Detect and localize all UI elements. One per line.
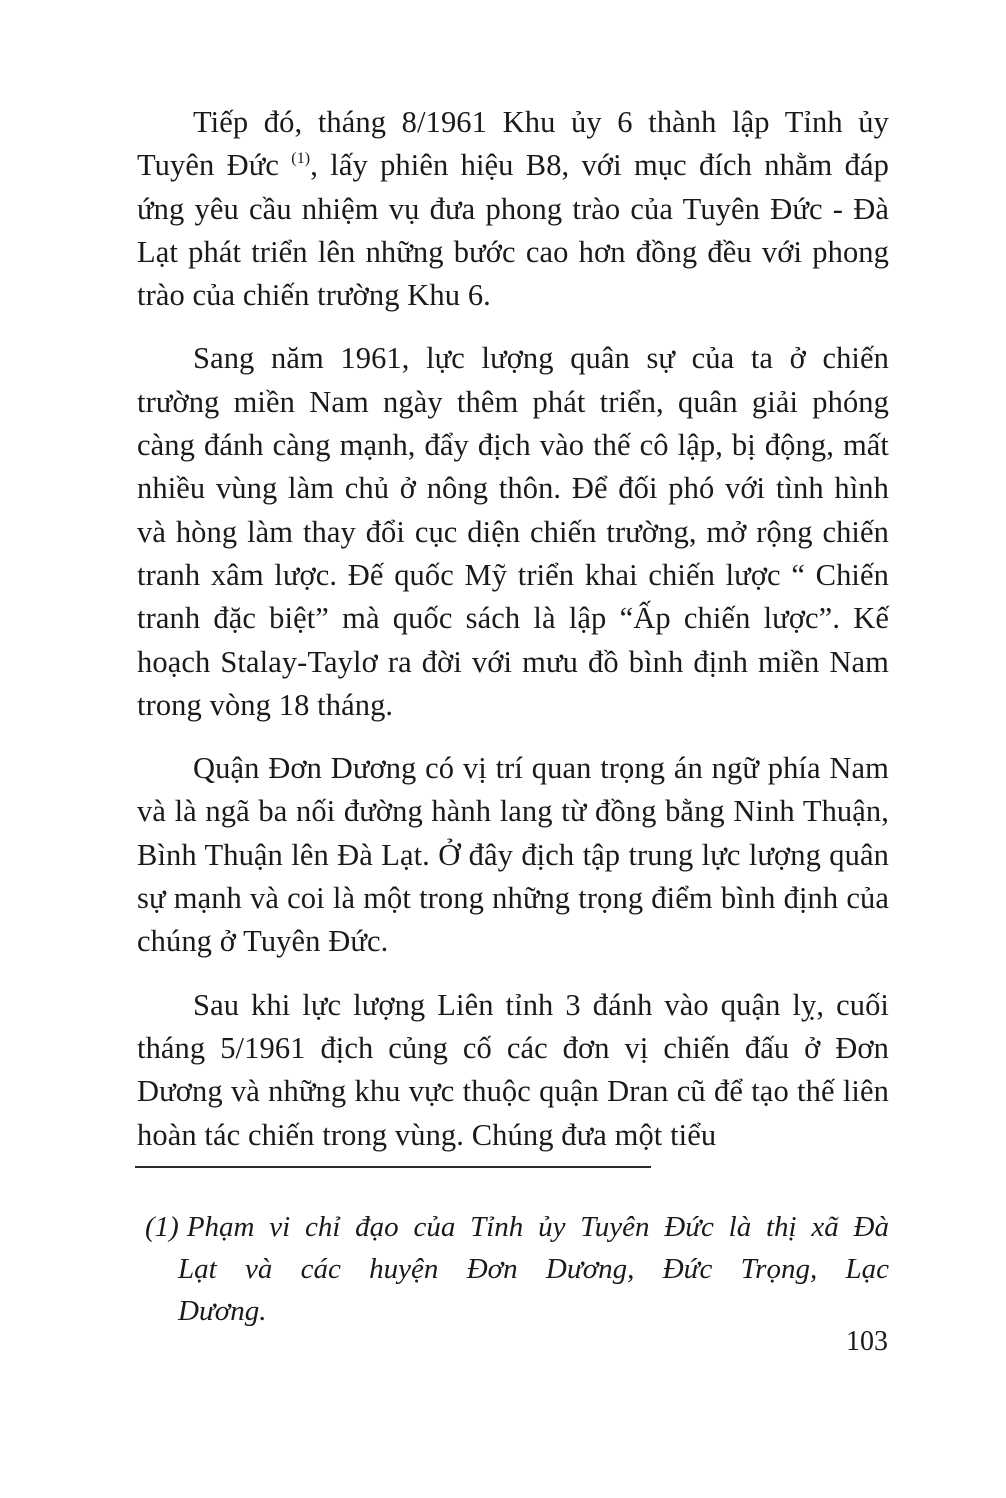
paragraph-3: Quận Đơn Dương có vị trí quan trọng án ngữ phía Nam và là ngã ba nối đường hành lang từ đồng bằng Ninh Thuận, Bình Thuận lên Đà Lạt. Ở đây địch tập trung lực lượng quân sự mạnh và coi là một trong những trọng điểm bình định của chúng ở Tuyên Đức.: [137, 751, 889, 959]
footnote-line-3: Dương.: [178, 1295, 267, 1327]
body-text: [137, 101, 889, 1177]
footnote-line-1: [145, 1206, 889, 1248]
page-number: 103: [846, 1326, 888, 1357]
footnote: [145, 1206, 889, 1332]
footnote-line-1-text: Phạm vi chỉ đạo của Tỉnh ủy Tuyên Đức là thị xã Đà: [186, 1211, 889, 1243]
paragraph-1-text-end: , lấy phiên hiệu B8, với mục đích nhằm đáp ứng yêu cầu nhiệm vụ đưa phong trào của Tuyên Đức - Đà Lạt phát triển lên những bước cao hơn đồng đều với phong trào của chiến trường Khu 6.: [137, 148, 889, 313]
paragraph-1: [137, 101, 889, 317]
footnote-divider: [135, 1166, 651, 1168]
paragraph-1-text-start: Tiếp đó, tháng 8/1961 Khu ủy 6 thành lập Tỉnh ủy Tuyên Đức: [137, 105, 889, 183]
paragraph-4: Sau khi lực lượng Liên tỉnh 3 đánh vào quận lỵ, cuối tháng 5/1961 địch củng cố các đơn vị chiến đấu ở Đơn Dương và những khu vực thuộc quận Dran cũ để tạo thế liên hoàn tác chiến trong vùng. Chúng đưa một tiểu: [137, 987, 889, 1152]
paragraph-2: Sang năm 1961, lực lượng quân sự của ta ở chiến trường miền Nam ngày thêm phát triển, quân giải phóng càng đánh càng mạnh, đẩy địch vào thế cô lập, bị động, mất nhiều vùng làm chủ ở nông thôn. Để đối phó với tình hình và hòng làm thay đổi cục diện chiến trường, mở rộng chiến tranh xâm lược. Đế quốc Mỹ triển khai chiến lược “ Chiến tranh đặc biệt” mà quốc sách là lập “Ấp chiến lược”. Kế hoạch Stalay-Taylơ ra đời với mưu đồ bình định miền Nam trong vòng 18 tháng.: [137, 341, 889, 722]
footnote-marker: (1): [145, 1211, 179, 1243]
footnote-line-2: Lạt và các huyện Đơn Dương, Đức Trọng, Lạc: [178, 1253, 889, 1285]
footnote-reference: (1): [291, 150, 311, 168]
